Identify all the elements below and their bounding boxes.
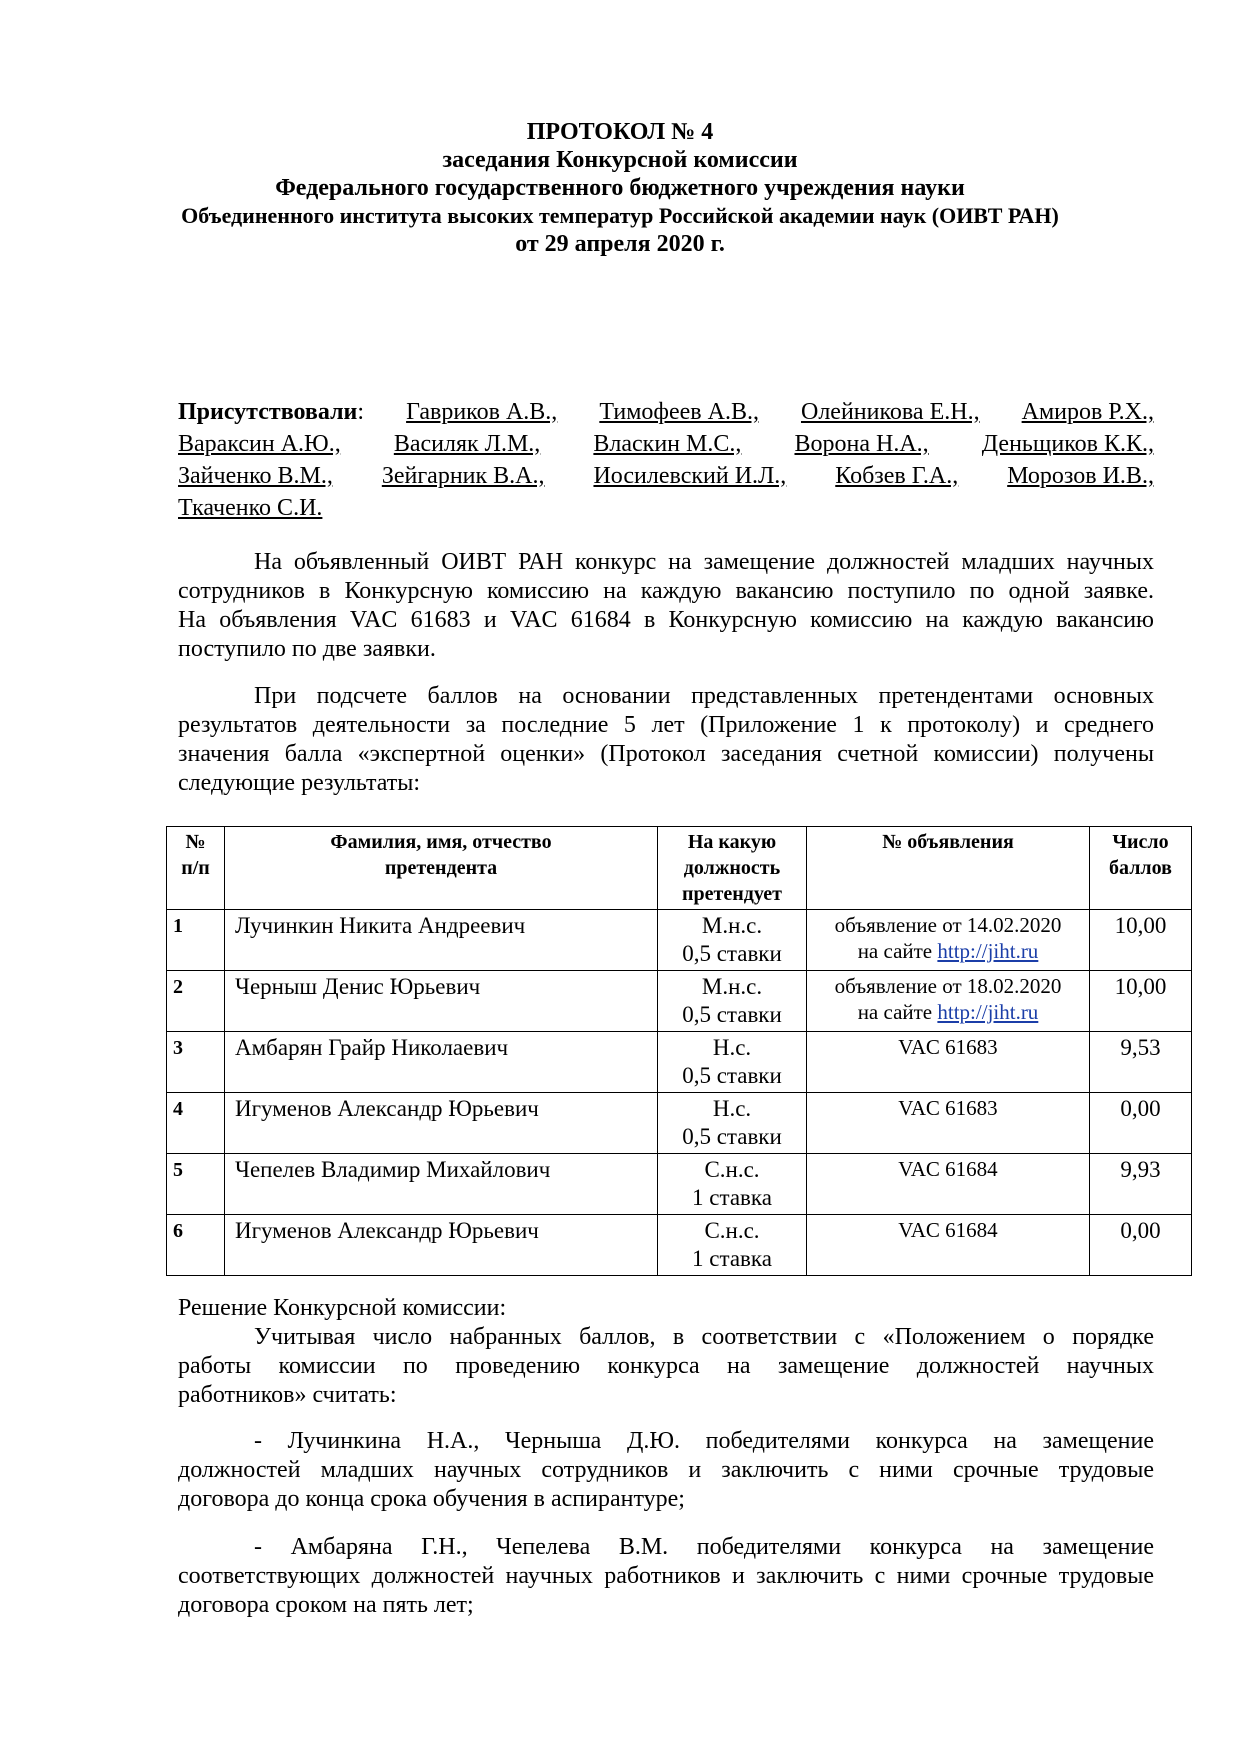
paragraph-line: Учитывая число набранных баллов, в соответствии с «Положением о порядке (254, 1324, 1154, 1350)
cell-name: Лучинкин Никита Андреевич (225, 910, 658, 971)
attendee: Власкин М.С., (593, 431, 742, 457)
header-name: Фамилия, имя, отчество претендента (225, 827, 658, 910)
decision-heading: Решение Конкурсной комиссии: (178, 1295, 507, 1321)
cell-num: 3 (167, 1032, 225, 1093)
paragraph-line: поступило по две заявки. (178, 636, 436, 662)
cell-name: Черныш Денис Юрьевич (225, 971, 658, 1032)
header-score: Число баллов (1090, 827, 1192, 910)
cell-score: 10,00 (1090, 910, 1192, 971)
protocol-subtitle-institute-name: Объединенного института высоких температур Российской академии наук (ОИВТ РАН) (181, 203, 1059, 228)
paragraph-line: результатов деятельности за последние 5 лет (Приложение 1 к протоколу) и среднего (178, 712, 1154, 738)
attendee: Кобзев Г.А., (835, 463, 959, 489)
cell-score: 0,00 (1090, 1215, 1192, 1276)
paragraph-line: сотрудников в Конкурсную комиссию на каждую вакансию поступило по одной заявке. (178, 578, 1154, 604)
protocol-header (0, 118, 1240, 258)
paragraph-line: При подсчете баллов на основании представленных претендентами основных (254, 683, 1154, 709)
header-announcement: № объявления (807, 827, 1090, 910)
cell-position: М.н.с. 0,5 ставки (658, 910, 807, 971)
cell-position: М.н.с. 0,5 ставки (658, 971, 807, 1032)
site-link[interactable]: http://jiht.ru (937, 939, 1039, 963)
cell-num: 5 (167, 1154, 225, 1215)
attendee: Ткаченко С.И. (178, 495, 323, 521)
cell-announcement: VAC 61684 (807, 1215, 1090, 1276)
protocol-subtitle-meeting: заседания Конкурсной комиссии (442, 147, 798, 173)
cell-announcement: объявление от 18.02.2020 на сайте http://jiht.ru (807, 971, 1090, 1032)
attendee: Ворона Н.А., (794, 431, 929, 457)
cell-position: С.н.с. 1 ставка (658, 1215, 807, 1276)
attendees-row: Присутствовали: Гавриков А.В., Тимофеев А.В., Олейникова Е.Н., Амиров Р.Х., (178, 396, 1154, 428)
paragraph-line: работников» считать: (178, 1382, 397, 1408)
header-num: № п/п (167, 827, 225, 910)
decision-item-2 (178, 1533, 1154, 1620)
attendee: Зайченко В.М., (178, 463, 333, 489)
applications-paragraph (178, 548, 1154, 664)
cell-position: Н.с. 0,5 ставки (658, 1093, 807, 1154)
attendee: Тимофеев А.В., (599, 399, 759, 425)
paragraph-line: На объявленный ОИВТ РАН конкурс на замещение должностей младших научных (254, 549, 1154, 575)
decision-item-1 (178, 1427, 1154, 1514)
attendees-row (178, 492, 1154, 524)
cell-position: С.н.с. 1 ставка (658, 1154, 807, 1215)
paragraph-line: - Амбаряна Г.Н., Чепелева В.М. победителями конкурса на замещение (254, 1534, 1154, 1560)
attendees-block (178, 396, 1154, 524)
cell-name: Амбарян Грайр Николаевич (225, 1032, 658, 1093)
scoring-paragraph (178, 682, 1154, 798)
header-position: На какую должность претендует (658, 827, 807, 910)
cell-position: Н.с. 0,5 ставки (658, 1032, 807, 1093)
cell-num: 2 (167, 971, 225, 1032)
attendee: Деньщиков К.К., (981, 431, 1154, 457)
protocol-date: от 29 апреля 2020 г. (515, 231, 725, 257)
paragraph-line: На объявления VAC 61683 и VAC 61684 в Конкурсную комиссию на каждую вакансию (178, 607, 1154, 633)
attendee: Морозов И.В., (1007, 463, 1154, 489)
protocol-subtitle-institution: Федерального государственного бюджетного учреждения науки (275, 175, 965, 201)
cell-announcement: VAC 61684 (807, 1154, 1090, 1215)
cell-announcement: VAC 61683 (807, 1032, 1090, 1093)
paragraph-line: значения балла «экспертной оценки» (Протокол заседания счетной комиссии) получены (178, 741, 1154, 767)
attendees-label: Присутствовали (178, 399, 358, 425)
table-row (167, 1032, 1192, 1093)
attendee: Амиров Р.Х., (1021, 399, 1154, 425)
protocol-title: ПРОТОКОЛ № 4 (526, 119, 714, 145)
table-row (167, 1093, 1192, 1154)
cell-num: 6 (167, 1215, 225, 1276)
cell-score: 9,53 (1090, 1032, 1192, 1093)
table-row (167, 1215, 1192, 1276)
paragraph-line: - Лучинкина Н.А., Черныша Д.Ю. победителями конкурса на замещение (254, 1428, 1154, 1454)
attendee: Олейникова Е.Н., (800, 399, 980, 425)
cell-name: Чепелев Владимир Михайлович (225, 1154, 658, 1215)
attendee: Василяк Л.М., (393, 431, 541, 457)
attendee: Иосилевский И.Л., (593, 463, 787, 489)
cell-announcement: объявление от 14.02.2020 на сайте http://jiht.ru (807, 910, 1090, 971)
table-row (167, 971, 1192, 1032)
cell-score: 10,00 (1090, 971, 1192, 1032)
paragraph-line: договора до конца срока обучения в аспирантуре; (178, 1486, 685, 1512)
attendees-row (178, 428, 1154, 460)
cell-score: 9,93 (1090, 1154, 1192, 1215)
cell-announcement: VAC 61683 (807, 1093, 1090, 1154)
paragraph-line: следующие результаты: (178, 770, 421, 796)
attendee: Вараксин А.Ю., (178, 431, 341, 457)
attendees-row (178, 460, 1154, 492)
paragraph-line: договора сроком на пять лет; (178, 1592, 474, 1618)
attendee: Гавриков А.В., (406, 399, 558, 425)
cell-score: 0,00 (1090, 1093, 1192, 1154)
paragraph-line: соответствующих должностей научных работников и заключить с ними срочные трудовые (178, 1563, 1154, 1589)
table-row (167, 910, 1192, 971)
site-link[interactable]: http://jiht.ru (937, 1000, 1039, 1024)
cell-name: Игуменов Александр Юрьевич (225, 1215, 658, 1276)
table-row (167, 1154, 1192, 1215)
cell-name: Игуменов Александр Юрьевич (225, 1093, 658, 1154)
results-table (166, 826, 1192, 1276)
attendee: Зейгарник В.А., (381, 463, 545, 489)
paragraph-line: работы комиссии по проведению конкурса на замещение должностей научных (178, 1353, 1154, 1379)
decision-block (178, 1294, 1154, 1410)
table-header-row (167, 827, 1192, 910)
cell-num: 1 (167, 910, 225, 971)
paragraph-line: должностей младших научных сотрудников и заключить с ними срочные трудовые (178, 1457, 1154, 1483)
cell-num: 4 (167, 1093, 225, 1154)
